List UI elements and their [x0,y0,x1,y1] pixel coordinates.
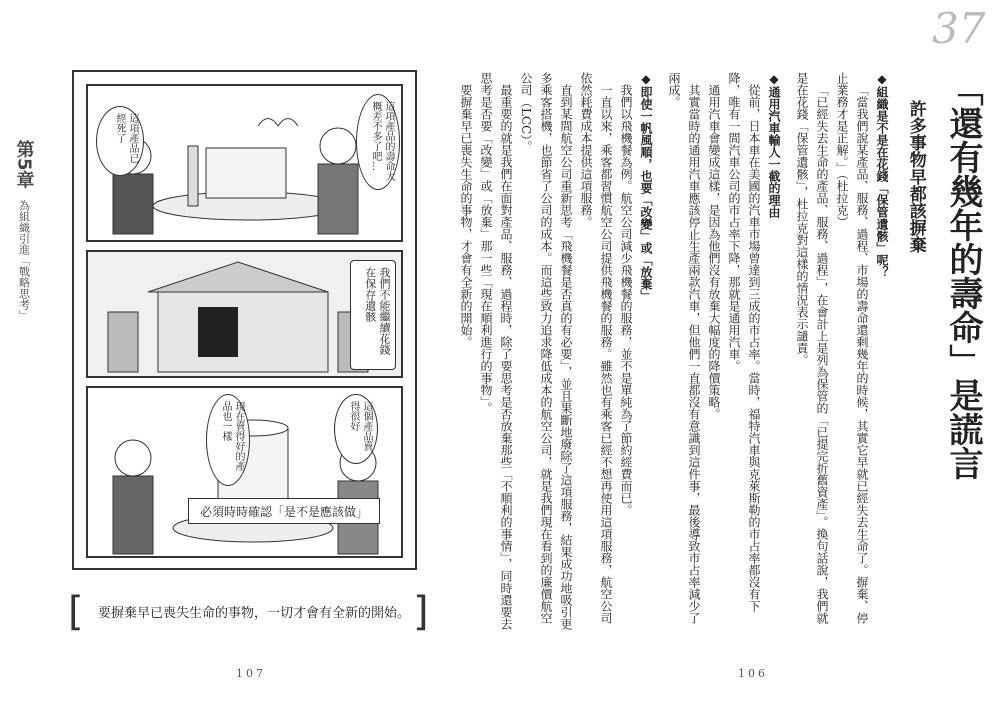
paragraph: 我們以飛機餐為例。航空公司減少飛機餐的服務，並不是單純為了節約經費而已。 [619,84,633,516]
paragraph: 最重要的就是我們在面對產品、服務、過程時，除了要思考是否放棄那些「不順利的事情」，同時還要去思考是否要「改變」或「放棄」那一些「現在順利進行的事物」。 [479,72,513,630]
page-title: 「還有幾年的壽命」是謊言 [943,72,983,480]
manga-caption: 必須時時確認「是不是應該做」 [188,498,380,524]
section-heading: ◆通用汽車輸人一截的理由 [767,72,781,218]
speech-bubble: 這項產品的壽命大概差不多了吧… [356,94,400,190]
article-body [459,72,892,632]
manga-panel-3 [86,386,403,558]
paragraph: 一直以來，乘客都習慣航空公司提供飛機餐的服務。雖然也有乘客已經不想再使用這項服務，航空公司依然耗費成本提供這項服務。 [579,72,613,624]
speech-bubble: 這個產品賣得很好 [334,394,378,464]
quote-text: 要摒棄早已喪失生命的事物，一切才會有全新的開始。 [98,606,411,621]
paragraph: 從前，日本車在美國的汽車市場曾達到三成的市占率。當時，福特汽車與克萊斯勒的市占率都沒有下降，唯有一間汽車公司的市占率下降，那就是通用汽車。 [727,72,761,612]
manga-panel-2 [86,250,403,378]
bracket-close-icon: ] [413,589,429,635]
paragraph: 通用汽車會變成這樣，是因為他們沒有放棄大幅度的降價策略。 [707,84,721,420]
chapter-sidebar [12,140,35,321]
section-number: 37 [932,4,986,53]
speech-bubble: 現在賣得好的產品也一樣 [206,394,250,486]
manga-panel-1 [86,84,403,242]
page-subtitle: 許多事物早都該摒棄 [905,100,926,253]
paragraph: 「當我們說某產品、服務、過程、市場的壽命還剩幾年的時候，其實它早就已經失去生命了。摒棄、停止業務才是正解。」（杜拉克） [835,72,869,624]
manga-illustration [72,70,417,570]
paragraph: 直到某間航空公司重新思考「飛機餐是否真的有必要」，並且果斷地廢除了這項服務，結果成功地吸引更多乘客搭機，也節省了公司的成本。而這些致力追求降低成本的航空公司，就是我們現在看到的廉價航空公司（LCC）。 [519,72,573,630]
bracket-open-icon: [ [68,589,84,635]
section-heading: ◆組織是不是在花錢「保管遺骸」呢？ [875,72,889,278]
speech-bubble: 這項產品已經死了 [96,106,144,176]
page-number-left: 107 [236,667,266,680]
section-heading: ◆即使一帆風順，也要「改變」或「放棄」 [639,72,653,302]
chapter-title: 為組織引進「戰略思考」 [17,200,31,322]
paragraph: 「已經失去生命的產品、服務、過程」，在會計上是列為保管的「已提完折舊資產」。換句話說，我們就是在花錢「保管遺骸」，杜拉克對這樣的情況表示譴責。 [795,72,829,624]
summary-quote [68,589,429,636]
page-number-right: 106 [738,667,768,680]
chapter-label: 第5章 [13,140,35,189]
paragraph: 要摒棄早已喪失生命的事物，才會有全新的開始。 [459,84,473,348]
speech-bubble: 我們不能繼續花錢在保存遺骸 [350,260,396,370]
paragraph: 其實當時的通用汽車應該停止生產兩款汽車，但他們一直都沒有意識到這件事，最後導致市占率減少了兩成。 [667,72,701,624]
